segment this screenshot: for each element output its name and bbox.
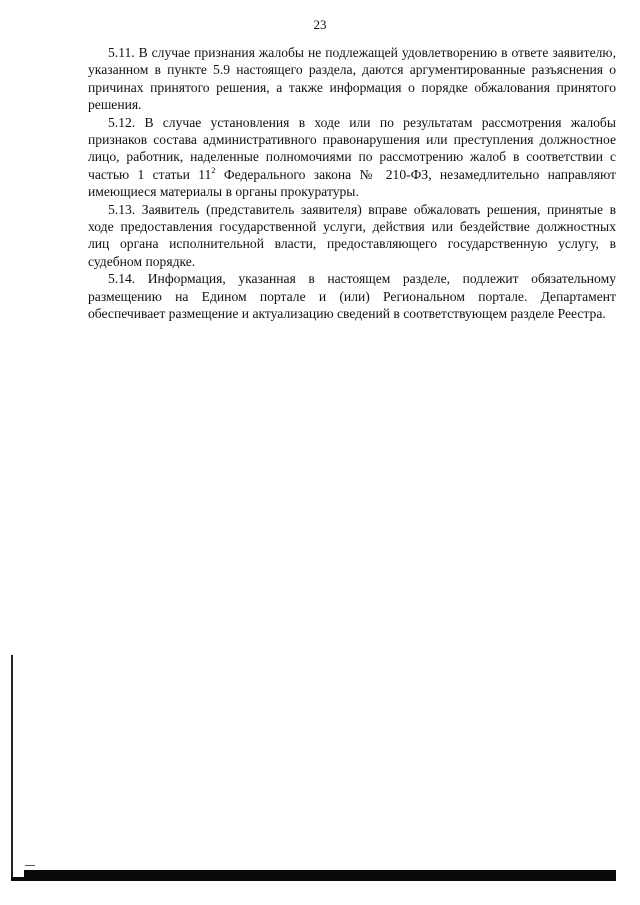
article-superscript: 2 — [211, 164, 216, 175]
paragraph-5-12-text-before: 5.12. В случае установления в ходе или по результатам рассмотрения жалобы признаков состава административного правонарушения или преступления должностное лицо, работник, наделенные полномочиями по рассмотрению жалоб в соответствии с частью 1 статьи 11 — [88, 114, 616, 182]
paragraph-5-14: 5.14. Информация, указанная в настоящем разделе, подлежит обязательному размещению на Едином портале и (или) Региональном портале. Департамент обеспечивает размещение и актуализацию сведений в соответствующем разделе Реестра. — [88, 271, 616, 322]
scan-edge-bottom-left — [11, 877, 24, 881]
page-number: 23 — [313, 17, 327, 32]
paragraph-5-11: 5.11. В случае признания жалобы не подлежащей удовлетворению в ответе заявителю, указанном в пункте 5.9 настоящего раздела, даются аргументированные разъяснения о причинах принятого решения, а также информация о порядке обжалования принятого решения. — [88, 45, 616, 113]
document-body — [88, 44, 616, 323]
scan-mark — [25, 865, 35, 866]
scan-edge-bottom — [24, 870, 616, 881]
paragraph-5-12-text-after: Федерального закона № 210-ФЗ, незамедлительно направляют имеющиеся материалы в органы прокуратуры. — [88, 166, 616, 200]
paragraph-5-13: 5.13. Заявитель (представитель заявителя) вправе обжаловать решения, принятые в ходе предоставления государственной услуги, действия или бездействие должностных лиц органа исполнительной власти, предоставляющего государственную услугу, в судебном порядке. — [88, 201, 616, 269]
scan-edge-left — [11, 655, 13, 880]
paragraph-5-12 — [88, 114, 616, 201]
